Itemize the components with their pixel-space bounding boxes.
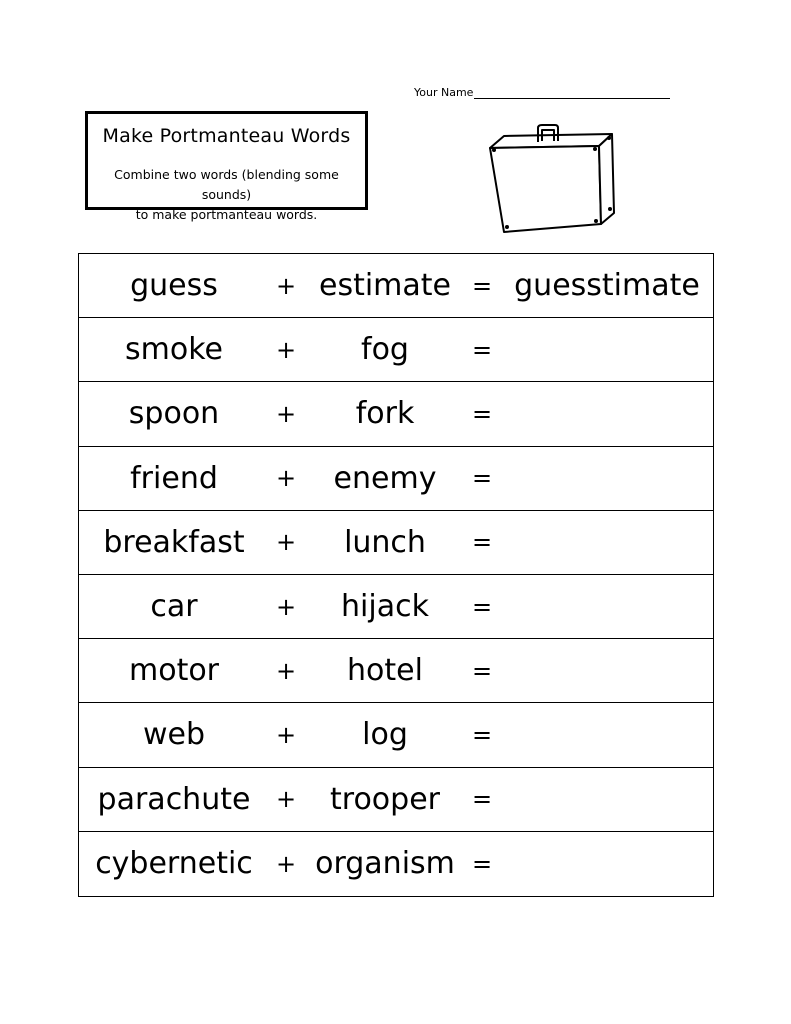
plus-sign: + [275, 271, 297, 300]
second-word: lunch [344, 524, 426, 560]
equals-sign: = [471, 399, 493, 428]
equals-sign: = [471, 528, 493, 557]
answer-field[interactable] [503, 318, 711, 381]
equals-sign: = [471, 849, 493, 878]
worksheet-title: Make Portmanteau Words [102, 125, 351, 147]
answer-field[interactable] [503, 768, 711, 831]
name-line [414, 86, 670, 99]
instruction-line-1: Combine two words (blending some sounds) [114, 167, 339, 202]
first-word: motor [128, 653, 220, 689]
table-row [79, 511, 713, 575]
name-field[interactable] [474, 86, 670, 99]
plus-sign: + [275, 528, 297, 557]
second-word: trooper [330, 781, 440, 817]
first-word: friend [130, 460, 218, 496]
equals-sign: = [471, 271, 493, 300]
second-word: hotel [347, 653, 423, 689]
plus-sign: + [275, 335, 297, 364]
table-row [79, 447, 713, 511]
plus-sign: + [275, 399, 297, 428]
second-word: estimate [318, 268, 451, 304]
table-row [79, 575, 713, 639]
equals-sign: = [471, 656, 493, 685]
plus-sign: + [275, 592, 297, 621]
first-word: cybernetic [95, 846, 253, 882]
table-row [79, 382, 713, 446]
answer-field[interactable] [503, 511, 711, 574]
plus-sign: + [275, 849, 297, 878]
instruction-line-2: to make portmanteau words. [135, 207, 318, 222]
first-word: smoke [125, 332, 223, 368]
suitcase-icon [485, 121, 615, 233]
equals-sign: = [471, 720, 493, 749]
table-row [79, 768, 713, 832]
equals-sign: = [471, 335, 493, 364]
second-word: fog [361, 332, 409, 368]
table-row [79, 254, 713, 318]
second-word: hijack [341, 589, 429, 625]
table-row [79, 639, 713, 703]
answer-field[interactable] [503, 575, 711, 638]
second-word: organism [315, 846, 455, 882]
equals-sign: = [471, 464, 493, 493]
word-table [78, 253, 714, 897]
answer-field[interactable] [503, 703, 711, 766]
first-word: parachute [97, 781, 251, 817]
equals-sign: = [471, 592, 493, 621]
plus-sign: + [275, 656, 297, 685]
table-row [79, 703, 713, 767]
plus-sign: + [275, 464, 297, 493]
first-word: spoon [128, 396, 220, 432]
second-word: fork [355, 396, 415, 432]
answer-field[interactable]: guesstimate [514, 268, 700, 304]
answer-field[interactable] [503, 382, 711, 445]
table-row [79, 832, 713, 896]
name-label: Your Name [414, 86, 474, 99]
answer-field[interactable] [503, 639, 711, 702]
first-word: web [142, 717, 206, 753]
title-box [85, 111, 368, 222]
second-word: enemy [333, 460, 437, 496]
first-word: car [150, 589, 198, 625]
instructions [88, 165, 365, 225]
second-word: log [362, 717, 408, 753]
plus-sign: + [275, 785, 297, 814]
equals-sign: = [471, 785, 493, 814]
answer-field[interactable] [503, 832, 711, 896]
answer-field[interactable] [503, 447, 711, 510]
first-word: guess [130, 268, 218, 304]
plus-sign: + [275, 720, 297, 749]
first-word: breakfast [103, 524, 245, 560]
table-row [79, 318, 713, 382]
